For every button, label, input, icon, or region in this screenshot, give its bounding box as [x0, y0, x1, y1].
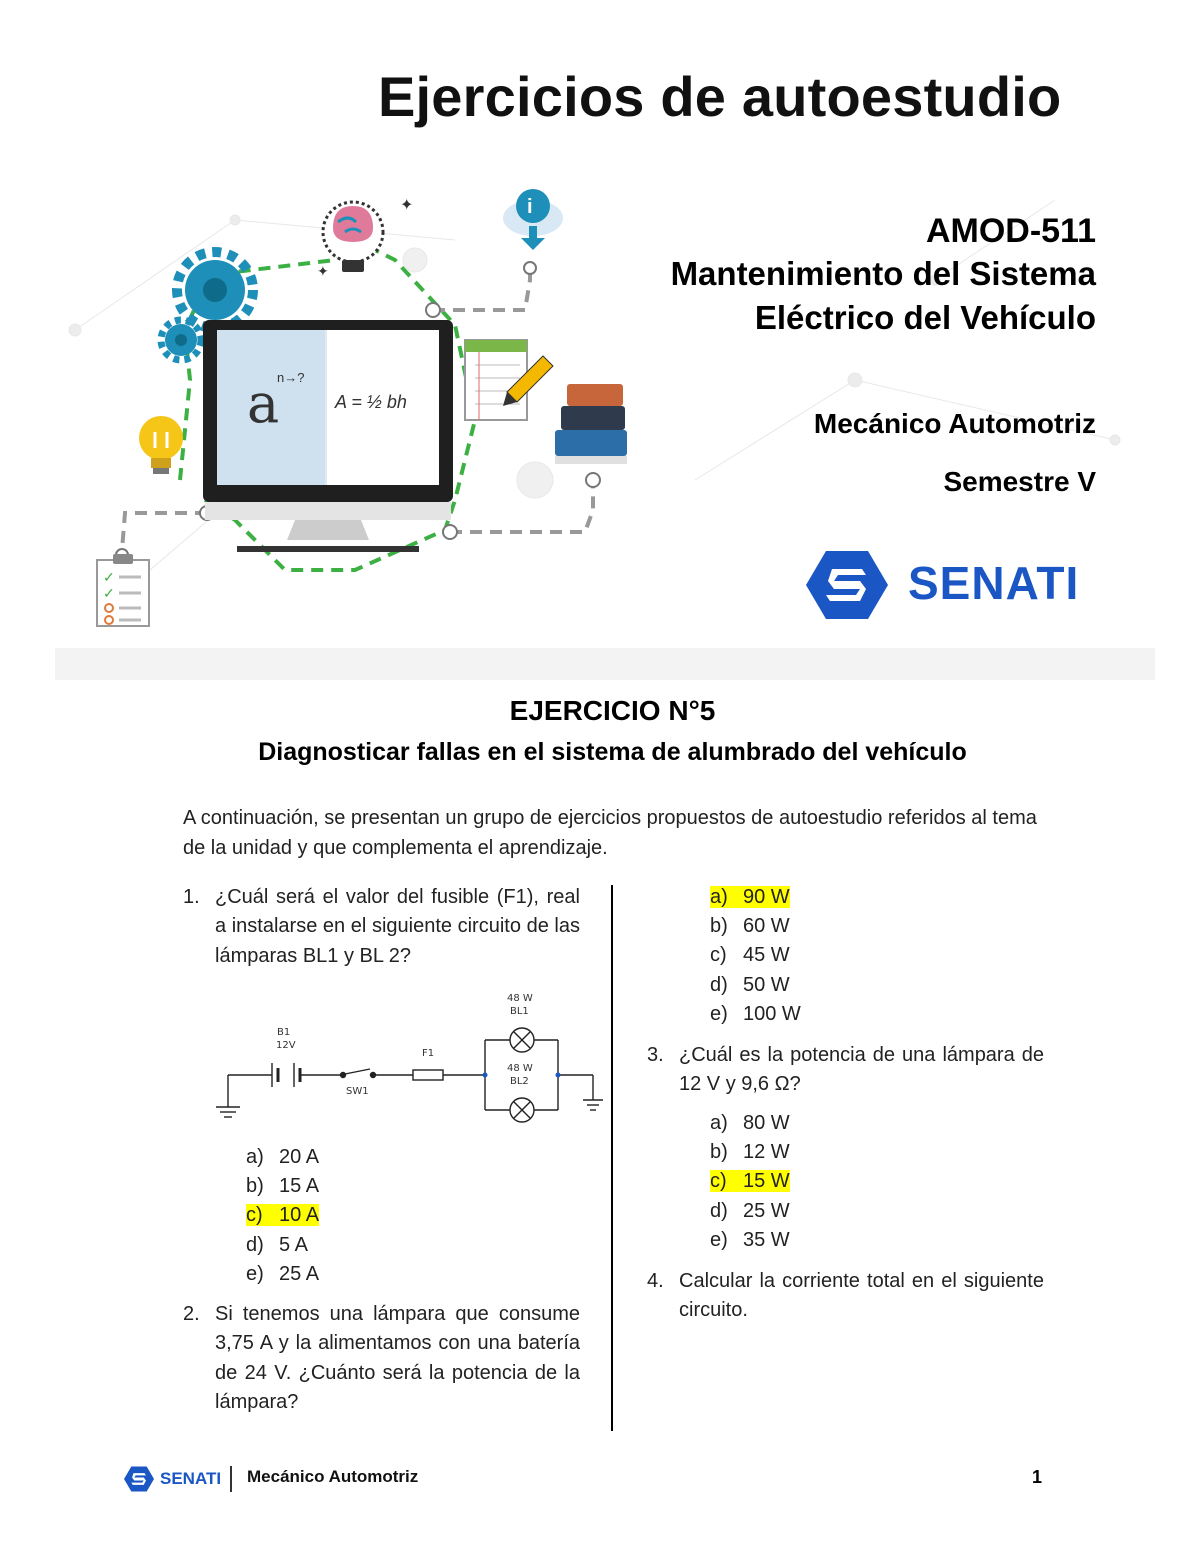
option-d [246, 1231, 319, 1260]
fuse-label: F1 [422, 1048, 435, 1059]
option-highlight-wrapper [246, 1263, 319, 1285]
option-text: 80 W [743, 1112, 790, 1134]
option-d [710, 971, 801, 1000]
intro-paragraph: A continuación, se presentan un grupo de ejercicios propuestos de autoestudio referidos al tema de la unidad y que complementa el aprendizaje. [183, 807, 1037, 859]
option-a [710, 883, 801, 912]
question-1-options [246, 1143, 319, 1289]
option-letter: e) [246, 1262, 264, 1285]
main-title: Ejercicios de autoestudio [378, 65, 1062, 128]
option-highlight-wrapper [710, 1229, 790, 1251]
option-highlight-wrapper [246, 1204, 319, 1226]
option-letter: c) [710, 1170, 727, 1193]
option-highlight-wrapper [710, 886, 790, 908]
option-highlight-wrapper [246, 1146, 319, 1168]
gear-icon [177, 252, 253, 328]
option-a [246, 1143, 319, 1172]
option-letter: d) [710, 973, 728, 996]
books-icon [555, 384, 627, 464]
footer-career: Mecánico Automotriz [247, 1467, 419, 1486]
exercise-number: EJERCICIO N°5 [509, 695, 716, 726]
option-letter: e) [710, 1228, 728, 1251]
lamp2-power: 48 W [507, 1063, 533, 1074]
course-code: AMOD-511 [925, 212, 1096, 250]
column-divider [611, 885, 613, 1431]
formula-exponent: n→? [277, 370, 305, 385]
option-text: 50 W [743, 973, 790, 996]
svg-text:✓: ✓ [103, 569, 115, 585]
option-text: 15 A [279, 1175, 320, 1198]
senati-logo-icon [806, 547, 888, 623]
question-2-options [710, 883, 801, 1029]
course-info [671, 210, 1096, 340]
question-text: Si tenemos una lámpara que consume 3,75 A y la alimentamos con una batería de 24 V. ¿Cuánto será la potencia de la lámpara? [215, 1303, 580, 1414]
option-highlight-wrapper [710, 915, 790, 937]
computer-icon [203, 320, 453, 552]
option-text: 10 A [279, 1204, 320, 1227]
option-highlight-wrapper [710, 944, 790, 966]
option-e [710, 1000, 801, 1029]
question-text: ¿Cuál es la potencia de una lámpara de 12 V y 9,6 Ω? [679, 1044, 1044, 1096]
brain-bulb-icon [317, 197, 413, 279]
option-b [246, 1172, 319, 1201]
option-letter: c) [246, 1204, 263, 1227]
option-c [246, 1201, 319, 1230]
option-text: 20 A [279, 1146, 320, 1168]
course-name-line2: Eléctrico del Vehículo [754, 299, 1096, 336]
formula-area: A = ½ bh [335, 392, 407, 412]
option-c [710, 1167, 790, 1196]
option-text: 25 A [279, 1262, 320, 1285]
option-letter: a) [246, 1146, 264, 1168]
question-number: 3. [647, 1044, 664, 1066]
option-highlight-wrapper [246, 1234, 308, 1256]
svg-text:✓: ✓ [103, 585, 115, 601]
option-highlight-wrapper [710, 1200, 790, 1222]
option-e [710, 1226, 790, 1255]
option-letter: b) [710, 1141, 728, 1164]
option-text: 100 W [743, 1002, 801, 1025]
course-name-line1: Mantenimiento del Sistema [670, 255, 1096, 292]
option-text: 25 W [743, 1199, 790, 1222]
exercise-subtitle: Diagnosticar fallas en el sistema de alumbrado del vehículo [258, 738, 967, 766]
option-text: 15 W [743, 1170, 790, 1193]
svg-text:i: i [527, 196, 533, 218]
footer-separator [230, 1466, 232, 1492]
lamp2-label: BL2 [510, 1076, 529, 1087]
option-b [710, 1138, 790, 1167]
option-text: 12 W [743, 1141, 790, 1164]
lightbulb-icon [139, 416, 183, 474]
question-3-options [710, 1109, 790, 1255]
question-number: 4. [647, 1270, 664, 1292]
gear-icon [161, 320, 201, 360]
circuit-diagram [210, 985, 610, 1125]
option-highlight-wrapper [710, 1170, 790, 1192]
option-letter: d) [710, 1199, 728, 1222]
switch-label: SW1 [346, 1086, 369, 1097]
checklist-icon [97, 554, 149, 626]
lamp1-label: BL1 [510, 1006, 529, 1017]
option-text: 45 W [743, 944, 790, 967]
question-number: 2. [183, 1303, 200, 1325]
question-text: Calcular la corriente total en el siguiente circuito. [679, 1270, 1044, 1322]
option-text: 60 W [743, 915, 790, 938]
option-b [710, 912, 801, 941]
option-letter: c) [710, 944, 727, 967]
option-highlight-wrapper [710, 1141, 790, 1163]
page-number: 1 [1032, 1467, 1043, 1487]
question-text: ¿Cuál será el valor del fusible (F1), real a instalarse en el siguiente circuito de las lámparas BL1 y BL 2? [215, 886, 580, 967]
senati-logo-icon [124, 1465, 154, 1493]
option-text: 90 W [743, 886, 790, 908]
option-highlight-wrapper [710, 1112, 790, 1134]
battery-voltage: 12V [276, 1040, 296, 1051]
option-e [246, 1260, 319, 1289]
option-letter: b) [710, 915, 728, 938]
option-c [710, 941, 801, 970]
senati-brand-text: SENATI [908, 557, 1080, 609]
option-letter: a) [710, 1112, 728, 1134]
cloud-download-icon [503, 189, 563, 250]
grey-connector [433, 268, 530, 310]
battery-label: B1 [277, 1027, 291, 1038]
semester-label: Semestre V [943, 466, 1096, 497]
lamp1-power: 48 W [507, 993, 533, 1004]
option-letter: b) [246, 1175, 264, 1198]
option-letter: e) [710, 1002, 728, 1025]
svg-text:✦: ✦ [317, 263, 329, 279]
option-letter: a) [710, 886, 728, 908]
shadow-band [55, 648, 1155, 680]
option-highlight-wrapper [710, 974, 790, 996]
svg-text:✦: ✦ [400, 197, 414, 214]
option-text: 5 A [279, 1233, 308, 1256]
notebook-icon [465, 340, 553, 420]
option-letter: d) [246, 1233, 264, 1256]
career-label: Mecánico Automotriz [813, 408, 1096, 439]
option-d [710, 1197, 790, 1226]
option-highlight-wrapper [710, 1003, 801, 1025]
option-text: 35 W [743, 1228, 790, 1251]
formula-base: a [247, 372, 280, 435]
option-a [710, 1109, 790, 1138]
footer-brand: SENATI [160, 1469, 222, 1488]
option-highlight-wrapper [246, 1175, 319, 1197]
question-number: 1. [183, 886, 200, 908]
